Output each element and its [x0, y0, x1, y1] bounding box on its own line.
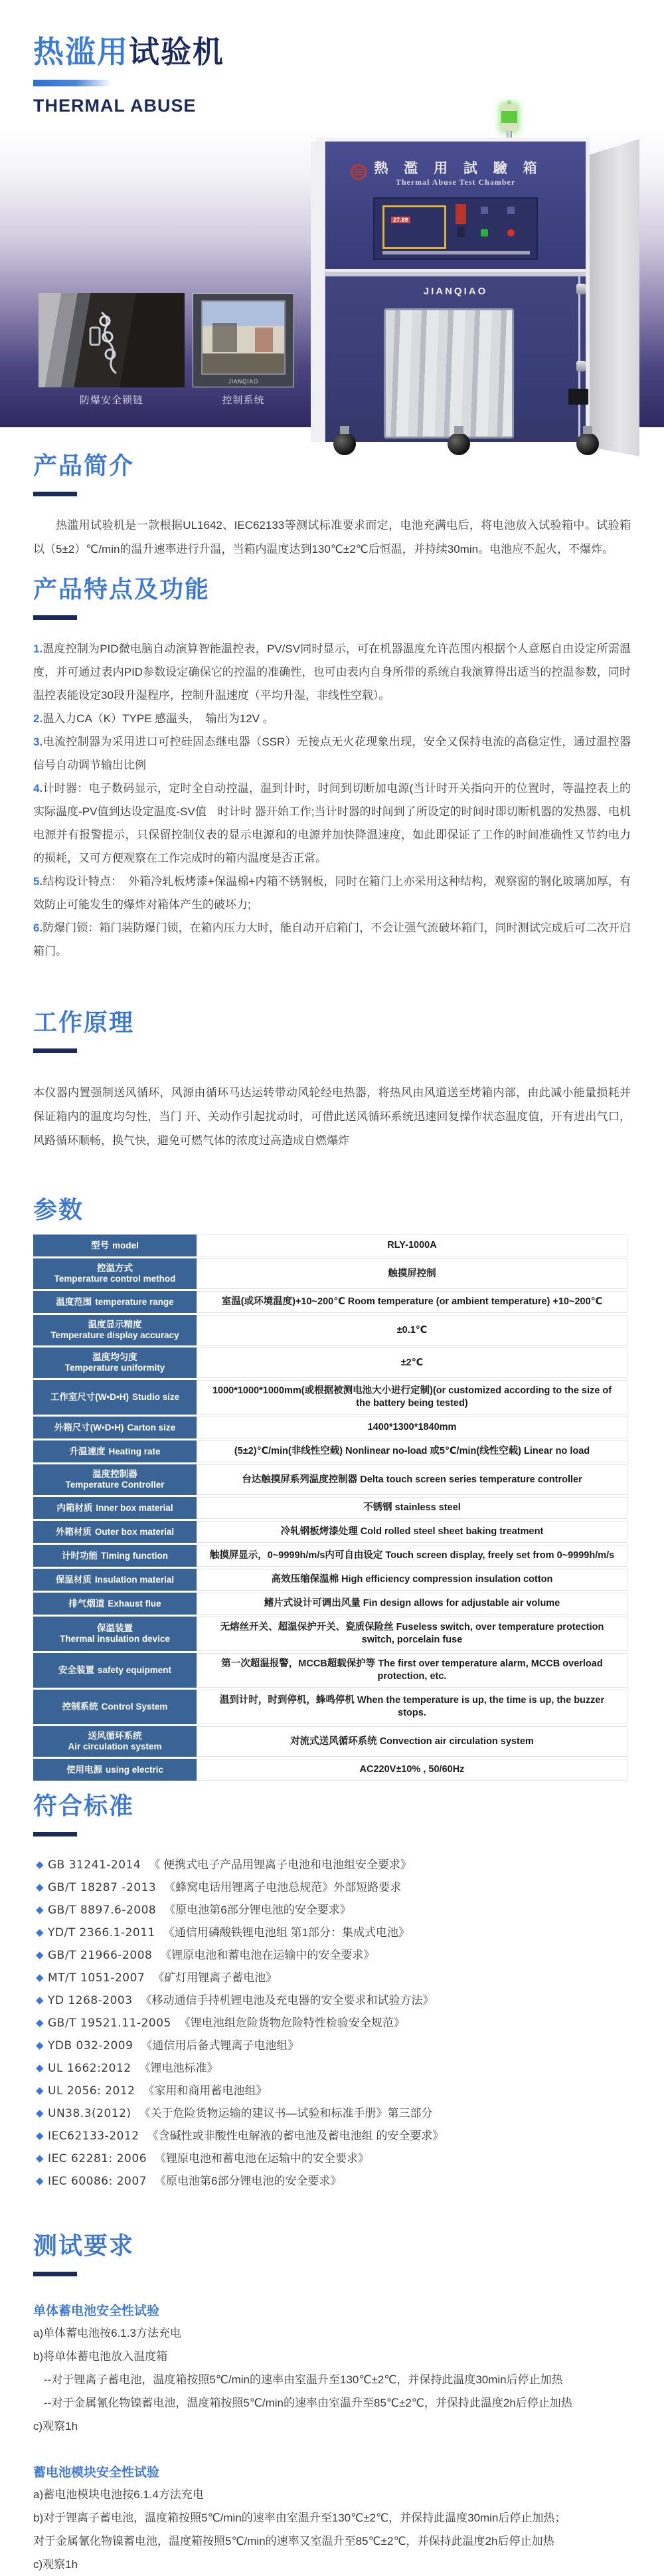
- panel-label-strip: [382, 251, 530, 254]
- bullet-icon: ◆: [36, 1882, 44, 1893]
- standard-item: [33, 2170, 631, 2193]
- standard-item: [33, 2057, 631, 2080]
- section-features: [0, 571, 664, 963]
- controller-panel: [373, 197, 538, 260]
- standard-name: 《锂原电池和蓄电池在运输中的安全要求》: [155, 2152, 370, 2165]
- param-label-zh: 计时功能: [62, 1550, 98, 1561]
- switch-column: [456, 204, 466, 224]
- control-screen-photo: [201, 300, 286, 375]
- standard-item: [33, 1967, 631, 1989]
- machine-title-en: Thermal Abuse Test Chamber: [395, 177, 516, 187]
- param-label-cell: [33, 1464, 197, 1495]
- bullet-icon: ◆: [36, 2040, 44, 2051]
- standard-item: [33, 2147, 631, 2170]
- test-group-heading: 单体蓄电池安全性试验: [33, 2304, 160, 2318]
- param-label-cell: [33, 1653, 197, 1688]
- feature-number: 4.: [33, 782, 43, 795]
- standard-item: [33, 2034, 631, 2057]
- param-value-cell: 冷轧钢板烤漆处理 Cold rolled steel sheet baking treatment: [197, 1521, 627, 1543]
- test-line: a)单体蓄电池按6.1.3方法充电: [33, 2327, 181, 2339]
- table-row: [33, 1521, 627, 1543]
- page-subtitle: THERMAL ABUSE: [33, 96, 197, 116]
- param-label-zh: 控制系统: [62, 1702, 98, 1712]
- param-label-en: Temperature Controller: [65, 1480, 165, 1490]
- param-label-en: Thermal insulation device: [60, 1634, 170, 1644]
- standard-name: 《锂电池组危险货物危险特性检验安全规范》: [179, 2017, 405, 2029]
- param-label-zh: 升温速度: [69, 1446, 106, 1456]
- test-group-heading: 蓄电池模块安全性试验: [33, 2466, 160, 2480]
- hinge-knob: [576, 361, 586, 371]
- standard-item: [33, 2102, 631, 2125]
- param-label-zh: 工作室尺寸(W•D•H): [50, 1392, 129, 1402]
- param-label-zh: 送风循环系统: [88, 1731, 142, 1741]
- param-label-cell: [33, 1235, 197, 1256]
- param-label-en: Exhaust flue: [108, 1598, 161, 1609]
- param-label-zh: 温度显示精度: [88, 1320, 142, 1330]
- feature-item: [33, 707, 631, 730]
- param-value-cell: 触摸屏显示，0~9999h/m/s内可自由设定 Touch screen display, freely set from 0~9999h/m/s: [197, 1545, 627, 1567]
- standard-code: IEC 60086: 2007: [48, 2175, 147, 2188]
- caster-wheel: [576, 433, 599, 455]
- standard-name: 《原电池第6部分锂电池的安全要求》: [164, 1904, 351, 1916]
- features-list: [33, 637, 631, 963]
- standard-item: [33, 2125, 631, 2147]
- standard-name: 《含碱性或非酸性电解液的蓄电池及蓄电池组 的安全要求》: [147, 2130, 444, 2142]
- param-label-zh: 保温装置: [97, 1623, 133, 1633]
- param-value-cell: 台达触摸屏系列温度控制器 Delta touch screen series temperature controller: [197, 1464, 627, 1495]
- param-label-cell: [33, 1380, 197, 1415]
- param-label-en: Timing function: [101, 1550, 168, 1561]
- param-value-cell: (5±2)℃/min(非线性空载) Nonlinear no-load 或5℃/min(线性空载) Linear no load: [197, 1440, 627, 1462]
- start-button-icon: [481, 229, 488, 237]
- intro-underline-bar: [33, 492, 77, 496]
- section-principle: [0, 1004, 664, 1153]
- table-row: [33, 1759, 627, 1781]
- param-label-zh: 外箱尺寸(W•D•H): [54, 1422, 124, 1433]
- standard-name: 《原电池第6部分锂电池的安全要求》: [155, 2175, 342, 2187]
- param-label-en: Temperature uniformity: [64, 1363, 165, 1373]
- standard-item: [33, 1876, 631, 1899]
- feature-number: 3.: [33, 736, 43, 748]
- caster-wheel: [333, 433, 356, 455]
- standard-name: 《通信用磷酸铁锂电池组 第1部分：集成式电池》: [163, 1926, 410, 1939]
- bullet-icon: ◆: [36, 1904, 44, 1916]
- standard-name: 《锂电池标准》: [139, 2062, 218, 2074]
- param-value-cell: 无熔丝开关、超温保护开关、瓷质保险丝 Fuseless switch, over temperature protection switch, porcelain fuse: [197, 1617, 627, 1651]
- param-label-en: Air circulation system: [68, 1741, 162, 1751]
- feature-number: 6.: [33, 922, 43, 934]
- param-label-zh: 保温材质: [55, 1574, 92, 1585]
- test-underline-bar: [33, 2272, 77, 2276]
- machine-photo: [311, 100, 639, 593]
- param-label-zh: 温度均匀度: [92, 1352, 137, 1362]
- param-label-en: Temperature control method: [54, 1274, 176, 1284]
- param-label-cell: [33, 1545, 197, 1567]
- bullet-icon: ◆: [36, 2108, 44, 2119]
- machine-left-edge: [311, 142, 325, 442]
- caster-wheel: [448, 433, 470, 455]
- param-label-cell: [33, 1521, 197, 1543]
- page-title-rest: 试验机: [129, 35, 224, 69]
- standards-underline-bar: [33, 1832, 77, 1836]
- features-title: 产品特点及功能: [33, 575, 210, 603]
- machine-brand: JIANQIAO: [423, 286, 488, 297]
- bullet-icon: ◆: [36, 2017, 44, 2029]
- table-row: [33, 1690, 627, 1724]
- test-line: c)观察1h: [33, 2420, 78, 2432]
- standard-item: [33, 2012, 631, 2034]
- param-label-cell: [33, 1690, 197, 1724]
- param-label-cell: [33, 1726, 197, 1757]
- section-standards: [0, 1787, 664, 2193]
- standard-code: GB/T 18287 -2013: [48, 1881, 157, 1894]
- table-row: [33, 1347, 627, 1378]
- param-label-zh: 排气烟道: [68, 1598, 105, 1609]
- standard-name: 《 便携式电子产品用锂离子电池和电池组安全要求》: [149, 1858, 412, 1871]
- feature-text: 防爆门锁：箱门装防爆门锁，在箱内压力大时，能自动开启箱门，不会让强气流破坏箱门，同时测试完成后可二次开启箱门。: [33, 922, 631, 957]
- intro-title: 产品简介: [33, 452, 135, 479]
- standard-code: GB 31241-2014: [48, 1858, 141, 1872]
- param-value-cell: 室温(或环境温度)+10~200℃ Room temperature (or ambient temperature) +10~200℃: [197, 1291, 627, 1313]
- thumbnail-safety-chain: [39, 293, 185, 387]
- test-line: a)蓄电池模块电池按6.1.4方法充电: [33, 2488, 204, 2501]
- param-value-cell: 鳍片式设计可调出风量 Fin design allows for adjustable air volume: [197, 1593, 627, 1615]
- param-value-cell: 1400*1300*1840mm: [197, 1417, 627, 1438]
- bullet-icon: ◆: [36, 2062, 44, 2074]
- intro-body: 热滥用试验机是一款根据UL1642、IEC62133等测试标准要求而定，电池充满电后，将电池放入试验箱中。试验箱以（5±2）℃/min的温升速率进行升温，当箱内温度达到130℃±2℃后恒温，并持续30min。电池应不起火，不爆炸。: [33, 519, 631, 555]
- section-test-requirements: [0, 2227, 664, 2576]
- test-line: b)对于锂离子蓄电池，温度箱按照5℃/min的速率由室温升至130℃±2℃，并保持此温度30min后停止加热；: [33, 2512, 566, 2524]
- param-label-en: Insulation material: [94, 1574, 175, 1585]
- param-value-cell: ±0.1℃: [197, 1315, 627, 1345]
- bullet-icon: ◆: [36, 1859, 44, 1870]
- table-row: [33, 1235, 627, 1256]
- thumb-caption-safety-chain: 防爆安全锁链: [79, 395, 143, 406]
- standard-code: GB/T 8897.6-2008: [48, 1904, 157, 1917]
- standard-code: UL 1662:2012: [48, 2062, 131, 2075]
- standard-code: MT/T 1051-2007: [48, 1971, 145, 1985]
- standard-name: 《矿灯用锂离子蓄电池》: [153, 1971, 278, 1984]
- feature-number: 5.: [33, 875, 43, 888]
- param-label-cell: [33, 1569, 197, 1591]
- features-underline-bar: [33, 615, 77, 620]
- principle-title: 工作原理: [33, 1009, 135, 1036]
- param-label-en: using electric: [105, 1764, 164, 1775]
- test-group-cell: [33, 2302, 631, 2438]
- standard-name: 《关于危险货物运输的建议书—试验和标准手册》第三部分: [139, 2107, 433, 2120]
- bullet-icon: ◆: [36, 1995, 44, 2006]
- param-label-zh: 控温方式: [97, 1263, 133, 1273]
- param-label-zh: 外箱材质: [55, 1526, 92, 1537]
- bullet-icon: ◆: [36, 1927, 44, 1938]
- table-row: [33, 1291, 627, 1313]
- param-label-en: safety equipment: [97, 1665, 172, 1675]
- param-label-zh: 安全装置: [58, 1665, 94, 1675]
- standards-title: 符合标准: [33, 1792, 135, 1819]
- param-value-cell: 1000*1000*1000mm(或根据被测电池大小进行定制)(or customized according to the size of the battery being tested): [197, 1380, 627, 1415]
- standard-code: IEC62133-2012: [48, 2130, 139, 2143]
- feature-item: [33, 730, 631, 777]
- feature-item: [33, 870, 631, 916]
- standard-item: [33, 1989, 631, 2012]
- table-row: [33, 1569, 627, 1591]
- table-row: [33, 1380, 627, 1415]
- params-title: 参数: [33, 1196, 84, 1223]
- standard-item: [33, 2080, 631, 2102]
- test-group-lines: [33, 2483, 631, 2576]
- table-row: [33, 1617, 627, 1651]
- bullet-icon: ◆: [36, 2085, 44, 2096]
- bullet-icon: ◆: [36, 2153, 44, 2164]
- param-label-cell: [33, 1417, 197, 1438]
- table-row: [33, 1315, 627, 1345]
- feature-text: 温度控制为PID微电脑自动演算智能温控表，PV/SV同时显示，可在机器温度允许范围内根据个人意愿自由设定所需温度，并可通过表内PID参数设定确保它的控温的准确性，也可由表内自身所带的系统自我演算得出适当的控温参数，同时温控表能设定30段升湿程序，控制升温速度（平均升湿，非线性空载）。: [33, 643, 631, 702]
- table-row: [33, 1653, 627, 1688]
- touchscreen-reading: 27.89: [391, 217, 410, 223]
- standard-name: 《移动通信手持机锂电池及充电器的安全要求和试验方法》: [140, 1994, 434, 2007]
- param-value-cell: 对流式送风循环系统 Convection air circulation system: [197, 1726, 627, 1757]
- param-label-cell: [33, 1347, 197, 1378]
- table-row: [33, 1497, 627, 1519]
- param-value-cell: ±2℃: [197, 1347, 627, 1378]
- param-label-cell: [33, 1593, 197, 1615]
- stop-button-icon: [507, 229, 515, 237]
- param-label-cell: [33, 1440, 197, 1462]
- standard-item: [33, 1854, 631, 1876]
- param-value-cell: RLY-1000A: [197, 1235, 627, 1256]
- table-row: [33, 1417, 627, 1438]
- bullet-icon: ◆: [36, 2175, 44, 2187]
- thumbnail-control-system: [193, 293, 294, 387]
- hero-banner: [0, 128, 664, 427]
- param-label-en: Control System: [101, 1702, 168, 1712]
- feature-number: 2.: [33, 712, 43, 725]
- hinge-knob: [576, 284, 586, 294]
- machine-title-zh: 熱 濫 用 試 驗 箱: [374, 161, 543, 176]
- param-label-en: Inner box material: [96, 1502, 173, 1513]
- test-line: --对于金属氰化物镍蓄电池，温度箱按照5℃/min的速率由室温升至85℃±2℃，并保持此温度2h后停止加热: [44, 2397, 572, 2409]
- table-row: [33, 1545, 627, 1567]
- param-label-en: model: [112, 1240, 139, 1250]
- param-value-cell: AC220V±10% , 50/60Hz: [197, 1759, 627, 1781]
- test-title: 测试要求: [33, 2232, 135, 2259]
- test-line: b)将单体蓄电池放入温度箱: [33, 2350, 168, 2363]
- bullet-icon: ◆: [36, 1949, 44, 1961]
- param-label-cell: [33, 1759, 197, 1781]
- machine-door: [325, 276, 586, 442]
- standard-code: YDB 032-2009: [48, 2039, 133, 2052]
- param-label-en: temperature range: [95, 1296, 174, 1307]
- param-label-zh: 型号: [91, 1240, 110, 1250]
- param-label-cell: [33, 1258, 197, 1289]
- machine-side-panel: [590, 139, 639, 456]
- thumb-caption-control-system: 控制系统: [222, 395, 265, 406]
- test-line: 对于金属氰化物镍蓄电池，温度箱按照5℃/min的速率又室温升至85℃±2℃，并保持此温度2h后停止加热: [33, 2535, 554, 2547]
- standard-item: [33, 1944, 631, 1967]
- feature-text: 结构设计特点： 外箱冷轧板烤漆+保温棉+内箱不锈钢板，同时在箱门上亦采用这种结构，观察窗的钢化玻璃加厚，有效防止可能发生的爆炸对箱体产生的破坏力;: [33, 875, 631, 911]
- param-label-cell: [33, 1315, 197, 1345]
- standard-code: GB/T 21966-2008: [48, 1949, 153, 1962]
- param-label-cell: [33, 1291, 197, 1313]
- table-row: [33, 1726, 627, 1757]
- table-row: [33, 1464, 627, 1495]
- feature-number: 1.: [33, 643, 43, 655]
- param-label-zh: 温度控制器: [92, 1469, 137, 1479]
- param-label-zh: 使用电源: [66, 1764, 102, 1775]
- touchscreen: [382, 205, 446, 249]
- standard-item: [33, 1922, 631, 1944]
- button-cluster: [478, 205, 529, 249]
- param-value-cell: 高效压缩保温棉 High efficiency compression insulation cotton: [197, 1569, 627, 1591]
- test-line: --对于锂离子蓄电池，温度箱按照5℃/min的速率由室温升至130℃±2℃，并保持此温度30min后停止加热: [44, 2373, 563, 2386]
- param-label-zh: 温度范围: [56, 1296, 92, 1307]
- standard-name: 《锂原电池和蓄电池在运输中的安全要求》: [160, 1949, 375, 1961]
- param-value-cell: 第一次超温报警，MCCB超载保护等 The first over temperature alarm, MCCB overload protection, etc.: [197, 1653, 627, 1688]
- table-row: [33, 1258, 627, 1289]
- standard-code: UN38.3(2012): [48, 2107, 131, 2120]
- param-label-en: Outer box material: [94, 1526, 175, 1537]
- standard-code: YD/T 2366.1-2011: [48, 1926, 155, 1939]
- door-handle: [568, 389, 588, 405]
- param-value-cell: 温到计时，时到停机，蜂鸣停机 When the temperature is up, the time is up, the buzzer stops.: [197, 1690, 627, 1724]
- feature-text: 计时器：电子数码显示，定时全自动控温，温到计时，时间到切断加电源(当计时开关指向开的位置时，等温控表上的实际温度-PV值到达设定温度-SV值 时计时 器开始工作;当计时器的时间到了所设定的时间时即切断机器的发热器、电机电源并有报警提示，只保留控制仪表的显示电源和的电源并加快降温速度，如此即保证了工作的时间准确性又节约电力的损耗，又可方便观察在工作完成时的箱内温度是否正常。: [33, 782, 631, 864]
- control-screen-brand: JIANQIAO: [228, 379, 259, 385]
- param-label-en: Carton size: [127, 1422, 176, 1433]
- param-label-en: Studio size: [131, 1392, 180, 1402]
- test-line: c)观察1h: [33, 2558, 78, 2571]
- param-value-cell: 不锈钢 stainless steel: [197, 1497, 627, 1519]
- param-label-zh: 内箱材质: [56, 1502, 93, 1513]
- params-table: [33, 1235, 627, 1781]
- machine-front: [311, 142, 590, 442]
- param-value-cell: 触摸屏控制: [197, 1258, 627, 1289]
- param-label-en: Heating rate: [108, 1446, 161, 1456]
- chain-illustration: [39, 293, 185, 387]
- table-row: [33, 1440, 627, 1462]
- standard-name: 《蜂窝电话用锂离子电池总规范》外部短路要求: [164, 1881, 402, 1894]
- page-header: [0, 0, 664, 116]
- bullet-icon: ◆: [36, 2130, 44, 2141]
- page-title-highlight: 热滥用: [33, 35, 129, 69]
- feature-text: 电流控制器为采用进口可控硅固态继电器（SSR）无接点无火花现象出现，安全又保持电流的高稳定性，通过温控器 信号自动调节输出比例: [33, 736, 631, 771]
- bullet-icon: ◆: [36, 1972, 44, 1983]
- standard-code: YD 1268-2003: [48, 1994, 133, 2007]
- door-hinge-line: [578, 276, 580, 441]
- section-params: [0, 1191, 664, 1781]
- test-group-lines: [33, 2322, 631, 2438]
- test-group-module: [33, 2463, 631, 2576]
- feature-item: [33, 916, 631, 963]
- table-row: [33, 1593, 627, 1615]
- standard-code: UL 2056: 2012: [48, 2084, 135, 2098]
- param-label-en: Temperature display accuracy: [50, 1330, 179, 1340]
- standard-item: [33, 1899, 631, 1922]
- standard-code: GB/T 19521.11-2005: [48, 2017, 171, 2030]
- feature-item: [33, 637, 631, 707]
- title-underline-bar: [33, 80, 112, 86]
- param-label-cell: [33, 1617, 197, 1651]
- page-title: [33, 28, 664, 72]
- standards-list: [33, 1854, 631, 2193]
- machine-panel-divider: [325, 272, 586, 276]
- standard-code: IEC 62281: 2006: [48, 2152, 147, 2165]
- feature-text: 温入力CA（K）TYPE 感温头， 输出为12V 。: [42, 712, 274, 725]
- principle-underline-bar: [33, 1048, 77, 1053]
- feature-item: [33, 777, 631, 870]
- principle-body: 本仪器内置强制送风循环，风源由循环马达运转带动风轮经电热器，将热风由风道送至烤箱内部，由此减小能量损耗并保证箱内的温度均匀性，当门 开、关动作引起扰动时，可借此送风循环系统迅速回复操作状态温度值，开有进出气口，风路循环顺畅，换气快，避免可燃气体的浓度过高造成自燃爆炸: [33, 1086, 631, 1147]
- standard-name: 《家用和商用蓄电池组》: [143, 2084, 268, 2097]
- door-window: [384, 308, 514, 439]
- machine-control-panel-area: [325, 142, 586, 269]
- standard-name: 《通信用后备式锂离子电池组》: [141, 2039, 299, 2052]
- param-label-cell: [33, 1497, 197, 1519]
